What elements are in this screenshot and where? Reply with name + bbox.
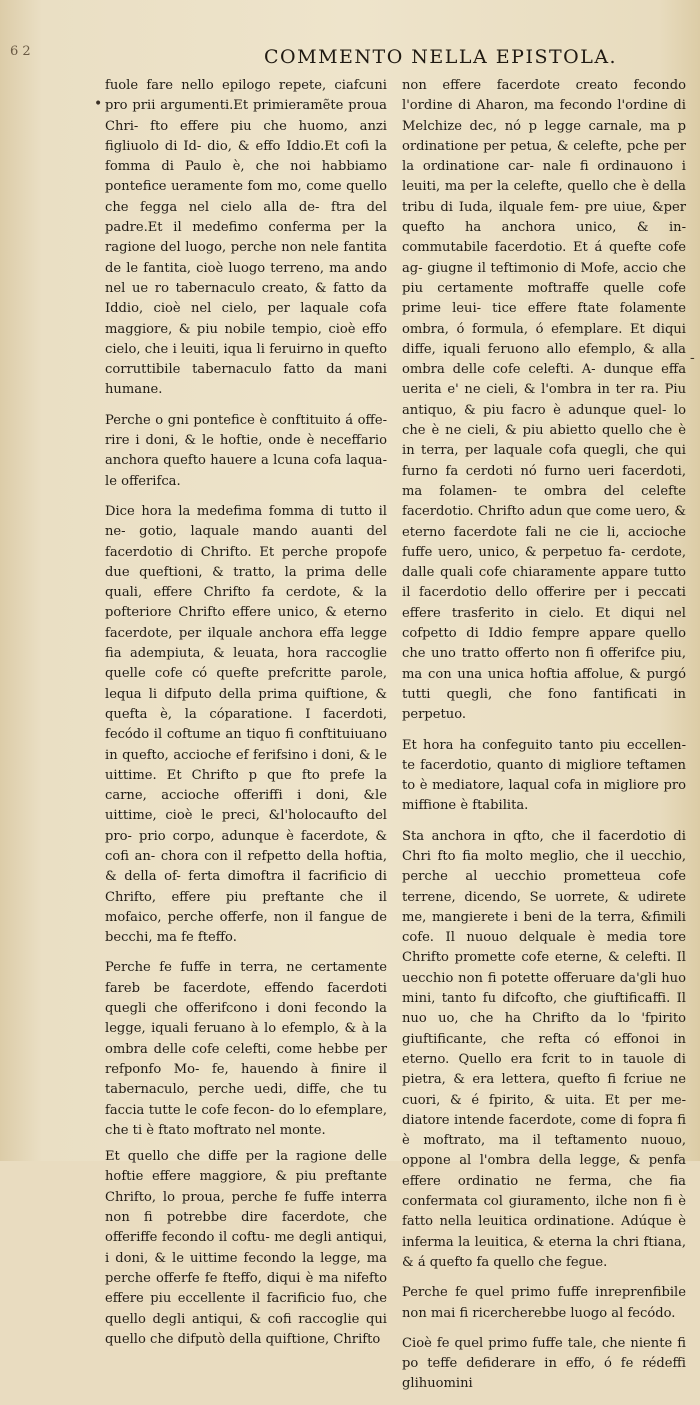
margin-mark-right: -	[690, 350, 695, 366]
running-head: COMMENTO NELLA EPISTOLA.	[264, 46, 618, 68]
folio-number: 6 2	[10, 44, 31, 59]
page-header	[0, 42, 700, 70]
right-paragraph-1: non effere facerdote creato fecondo l'ordine di Aharon, ma fecondo l'ordine di Melchize dec, nó p legge carnale, ma p ordinatione per petua, & celefte, pche per la ordinatione car- nale fi ordinauono i leuiti, ma per la celefte, quello che è della tribu di Iuda, ilquale fem- pre uiue, &per quefto ha anchora unico, & in- commutabile facerdotio. Et á quefte cofe ag- giugne il teftimonio di Mofe, accio che piu certamente moftraffe quelle cofe prime leui- tice effere ftate folamente ombra, ó formula, ó efemplare. Et diqui diffe, iquali feruono allo efemplo, & alla ombra delle cofe celefti. A- dunque effa uerita e' ne cieli, & l'ombra in ter ra. Piu antiquo, & piu facro è adunque quel- lo che è ne cieli, & piu abietto quello che è in terra, per laquale cofa quegli, che qui furno fa cerdoti nó furno ueri facerdoti, ma folamen- te ombra del celefte facerdotio. Chrifto adun que come uero, & eterno facerdote fali ne cie li, accioche fuffe uero, unico, & perpetuo fa- cerdote, dalle quali cofe chiaramente appare tutto il facerdotio dello offerire per i peccati effere trasferito in cielo. Et diqui nel cofpetto di Iddio fempre appare quello che uno tratto offerto non fi offerifce piu, ma con una unica hoftia affolue, & purgó tutti quegli, che fono fantificati in perpetuo.	[402, 78, 686, 723]
right-paragraph-4: Perche fe quel primo fuffe inreprenfibile non mai fi ricercherebbe luogo al fecódo.	[402, 1285, 686, 1321]
left-paragraph-4: Perche fe fuffe in terra, ne certamente fareb be facerdote, effendo facerdoti quegli che offerifcono i doni fecondo la legge, iquali feruano à lo efemplo, & à la ombra delle cofe celefti, come hebbe per refponfo Mo- fe, hauendo à finire il tabernaculo, perche uedi, diffe, che tu faccia tutte le cofe fecon- do lo efemplare, che ti è ftato moftrato nel monte.	[105, 960, 387, 1138]
left-paragraph-3: Dice hora la medefima fomma di tutto il ne- gotio, laquale mando auanti del facerdotio di Chrifto. Et perche propofe due queftioni, & tratto, la prima delle quali, effere Chrifto fa cerdote, & la pofteriore Chrifto effere unico, & eterno facerdote, per ilquale anchora effa legge fia adempiuta, & leuata, hora raccoglie quelle cofe có quefte prefcritte parole, lequa li difputo della prima quiftione, & quefta è, la cóparatione. I facerdoti, fecódo il coftume an tiquo fi conftituiuano in quefto, accioche ef ferifsino i doni, & le uittime. Et Chrifto p que fto prefe la carne, accioche offeriffi i doni, &le uittime, cioè le preci, &l'holocaufto del pro- prio corpo, adunque è facerdote, & cofi an- chora con il refpetto della hoftia, & della of- ferta dimoftra il facrificio di Chrifto, effere piu preftante che il mofaico, perche offerfe, non il fangue de becchi, ma fe fteffo.	[105, 503, 387, 946]
left-column	[105, 76, 387, 1360]
left-paragraph-5: Et quello che diffe per la ragione delle hoftie effere maggiore, & piu preftante Chrifto, lo proua, perche fe fuffe interra non fi potrebbe dire facerdote, che offeriffe fecondo il coftu- me degli antiqui, i doni, & le uittime fecondo la legge, ma perche offerfe fe fteffo, diqui è ma nifefto effere piu eccellente il facrificio fuo, che quello degli antiqui, & cofi raccoglie qui quello che difputò della quiftione, Chrifto	[105, 1149, 387, 1347]
right-paragraph-5: Cioè fe quel primo fuffe tale, che niente fi po teffe defiderare in effo, ó fe rédeffi glihuomini	[402, 1335, 686, 1392]
right-paragraph-2: Et hora ha confeguito tanto piu eccellen- te facerdotio, quanto di migliore teftamen to è mediatore, laqual cofa in migliore pro miffione è ftabilita.	[402, 737, 686, 814]
margin-mark-left: •	[94, 96, 103, 112]
left-paragraph-1: fuole fare nello epilogo repete, ciafcuni pro prii argumenti.Et primieramẽte proua Chri- fto effere piu che huomo, anzi figliuolo di Id- dio, & effo Iddio.Et cofi la fomma di Paulo è, che noi habbiamo pontefice ueramente fom mo, come quello che fegga nel cielo alla de- ftra del padre.Et il medefimo conferma per la ragione del luogo, perche non nele fantita de le fantita, cioè luogo terreno, ma ando nel ue ro tabernaculo creato, & fatto da Iddio, cioè nel cielo, per laquale cofa maggiore, & piu nobile tempio, cioè effo cielo, che i leuiti, iqua li feruirno in quefto corruttibile tabernaculo fatto da mani humane.	[105, 78, 387, 398]
right-paragraph-3: Sta anchora in qfto, che il facerdotio di Chri fto fia molto meglio, che il uecchio, perche al uecchio prometteua cofe terrene, dicendo, Se uorrete, & udirete me, mangierete i beni de la terra, &fimili cofe. Il nuouo delquale è media tore Chrifto promette cofe eterne, & celefti. Il uecchio non fi potette offeruare da'gli huo mini, tanto fu difcofto, che giuftificaffi. Il nuo uo, che ha Chrifto da lo 'fpirito giuftificante, che refta có effonoi in eterno. Quello era fcrit to in tauole di pietra, & era lettera, quefto fi fcriue ne cuori, & é fpirito, & uita. Et per me- diatore intende facerdote, come di fopra fi è moftrato, ma il teftamento nuouo, oppone al l'ombra della legge, & penfa effere ordinatio ne ferma, che fia confermata col giuramento, ilche non fi è fatto nella leuitica ordinatione. Adúque è inferma la leuitica, & eterna la chri ftiana, & á quefto fa quello che fegue.	[402, 828, 686, 1270]
right-column	[402, 76, 686, 1405]
left-paragraph-2: Perche o gni pontefice è conftituito á offe- rire i doni, & le hoftie, onde è neceffario anchora quefto hauere a lcuna cofa laqua- le offerifca.	[105, 412, 387, 489]
